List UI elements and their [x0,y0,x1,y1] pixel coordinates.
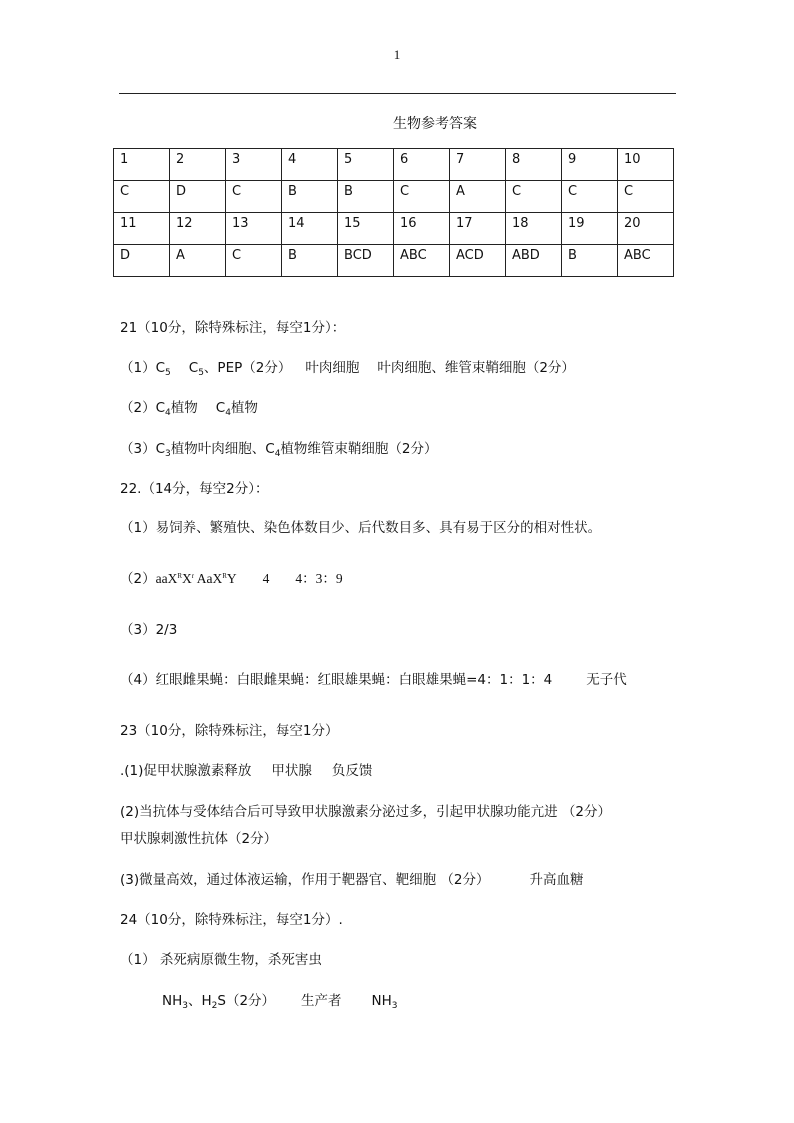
q22-4-text: （4）红眼雌果蝇：白眼雌果蝇：红眼雄果蝇：白眼雄果蝇=4：1：1：4 [120,672,553,688]
q24-2-a-sub: 3 [182,1001,188,1011]
table-cell: 7 [450,149,506,181]
table-cell: C [618,181,674,213]
table-cell: 4 [282,149,338,181]
table-cell: 6 [394,149,450,181]
table-cell: B [282,245,338,277]
q22-heading: 22.（14分，每空2分）： [120,481,269,497]
q23-1-a: .(1)促甲状腺激素释放 [120,763,252,779]
q23-answer-2a: (2)当抗体与受体结合后可导致甲状腺激素分泌过多，引起甲状腺功能亢进 （2分） [120,804,612,820]
q22-4-end: 无子代 [586,672,627,688]
table-row [114,181,674,213]
table-cell: ABD [506,245,562,277]
table-cell: C [562,181,618,213]
q21-answer-2 [120,398,258,418]
q21-2-prefix: （2）C [120,400,166,416]
table-cell: C [114,181,170,213]
table-cell: 8 [506,149,562,181]
header-rule [119,93,676,94]
q23-answer-3 [120,870,584,890]
table-cell: 2 [170,149,226,181]
q24-2-e: NH [371,993,392,1009]
q24-2-d: 生产者 [301,993,342,1009]
table-cell: ABC [394,245,450,277]
q21-3-end: 植物维管束鞘细胞（2分） [280,441,438,457]
q21-2-end: 植物 [230,400,258,416]
q23-answer-2b: 甲状腺刺激性抗体（2分） [120,831,278,847]
table-cell: 16 [394,213,450,245]
genotype-1-c: X [182,571,192,586]
q24-2-b-sub: 2 [211,1001,218,1011]
table-cell: C [506,181,562,213]
q21-1-sub1: 5 [165,368,171,378]
genotype-2-a: AaX [196,571,223,586]
q21-2-sub2: 4 [225,408,231,418]
q21-1-sub2: 5 [198,368,204,378]
table-cell: 18 [506,213,562,245]
table-row [114,149,674,181]
q21-3-sub1: 3 [165,449,171,459]
q22-answer-1: （1）易饲养、繁殖快、染色体数目少、后代数目多、具有易于区分的相对性状。 [120,520,602,536]
genotype-1-a: aaX [155,571,178,586]
q21-2-mid: 植物 [170,400,198,416]
answer-table [113,148,674,277]
q22-answer-3: （3）2/3 [120,622,178,638]
q24-answer-1: （1） 杀死病原微生物，杀死害虫 [120,952,322,968]
table-cell: C [394,181,450,213]
table-cell: B [338,181,394,213]
q21-answer-1 [120,358,575,378]
q22-answer-2 [120,569,343,589]
q21-1-prefix: （1）C [120,360,166,376]
q24-heading: 24（10分，除特殊标注，每空1分）. [120,912,343,928]
q21-3-mid: 植物叶肉细胞、C [170,441,275,457]
q21-1-rest3: 叶肉细胞、维管束鞘细胞（2分） [377,360,575,376]
table-cell: A [170,245,226,277]
table-cell: 12 [170,213,226,245]
page-title: 生物参考答案 [393,116,477,132]
q22-answer-4 [120,670,627,690]
q22-2-prefix: （2） [120,571,156,587]
genotype-1-d: r [191,572,195,580]
q21-heading: 21（10分，除特殊标注，每空1分）： [120,320,346,336]
table-cell: 20 [618,213,674,245]
table-cell: 14 [282,213,338,245]
table-cell: 13 [226,213,282,245]
table-cell: A [450,181,506,213]
q24-2-e-sub: 3 [391,1001,398,1011]
table-cell: ABC [618,245,674,277]
q21-1-rest2: 叶肉细胞 [305,360,360,376]
table-cell: 19 [562,213,618,245]
genotype-1-b: R [177,572,182,580]
table-cell: 1 [114,149,170,181]
table-cell: B [282,181,338,213]
table-row [114,245,674,277]
q21-1-c: C [188,360,199,376]
q21-2-c: C [215,400,226,416]
page-number: 1 [393,47,401,62]
table-cell: 9 [562,149,618,181]
table-cell: B [562,245,618,277]
q23-answer-1 [120,761,372,781]
table-cell: 17 [450,213,506,245]
q24-2-b: 、H [187,993,212,1009]
q22-2-count: 4 [262,571,270,586]
table-cell: ACD [450,245,506,277]
q22-2-ratio: 4：3：9 [295,571,343,586]
q21-2-sub1: 4 [165,408,171,418]
q23-1-c: 负反馈 [331,763,373,779]
table-cell: C [226,181,282,213]
q24-2-a: NH [162,993,183,1009]
table-cell: 11 [114,213,170,245]
table-cell: C [226,245,282,277]
q21-1-rest1: 、PEP（2分） [203,360,292,376]
q23-1-b: 甲状腺 [271,763,312,779]
q23-3-b: 升高血糖 [529,872,584,888]
table-cell: 3 [226,149,282,181]
table-cell: 15 [338,213,394,245]
table-row [114,213,674,245]
q21-answer-3 [120,439,438,459]
q23-heading: 23（10分，除特殊标注，每空1分） [120,723,339,739]
q24-answer-2 [162,991,398,1011]
table-cell: BCD [338,245,394,277]
table-cell: D [170,181,226,213]
q24-2-c: S（2分） [217,993,276,1009]
genotype-2-b: R [222,572,227,580]
table-cell: 10 [618,149,674,181]
table-cell: D [114,245,170,277]
q21-3-prefix: （3）C [120,441,166,457]
genotype-2-c: Y [226,571,237,586]
table-cell: 5 [338,149,394,181]
q21-3-sub2: 4 [274,449,281,459]
q23-3-a: (3)微量高效，通过体液运输，作用于靶器官、靶细胞 （2分） [120,872,490,888]
